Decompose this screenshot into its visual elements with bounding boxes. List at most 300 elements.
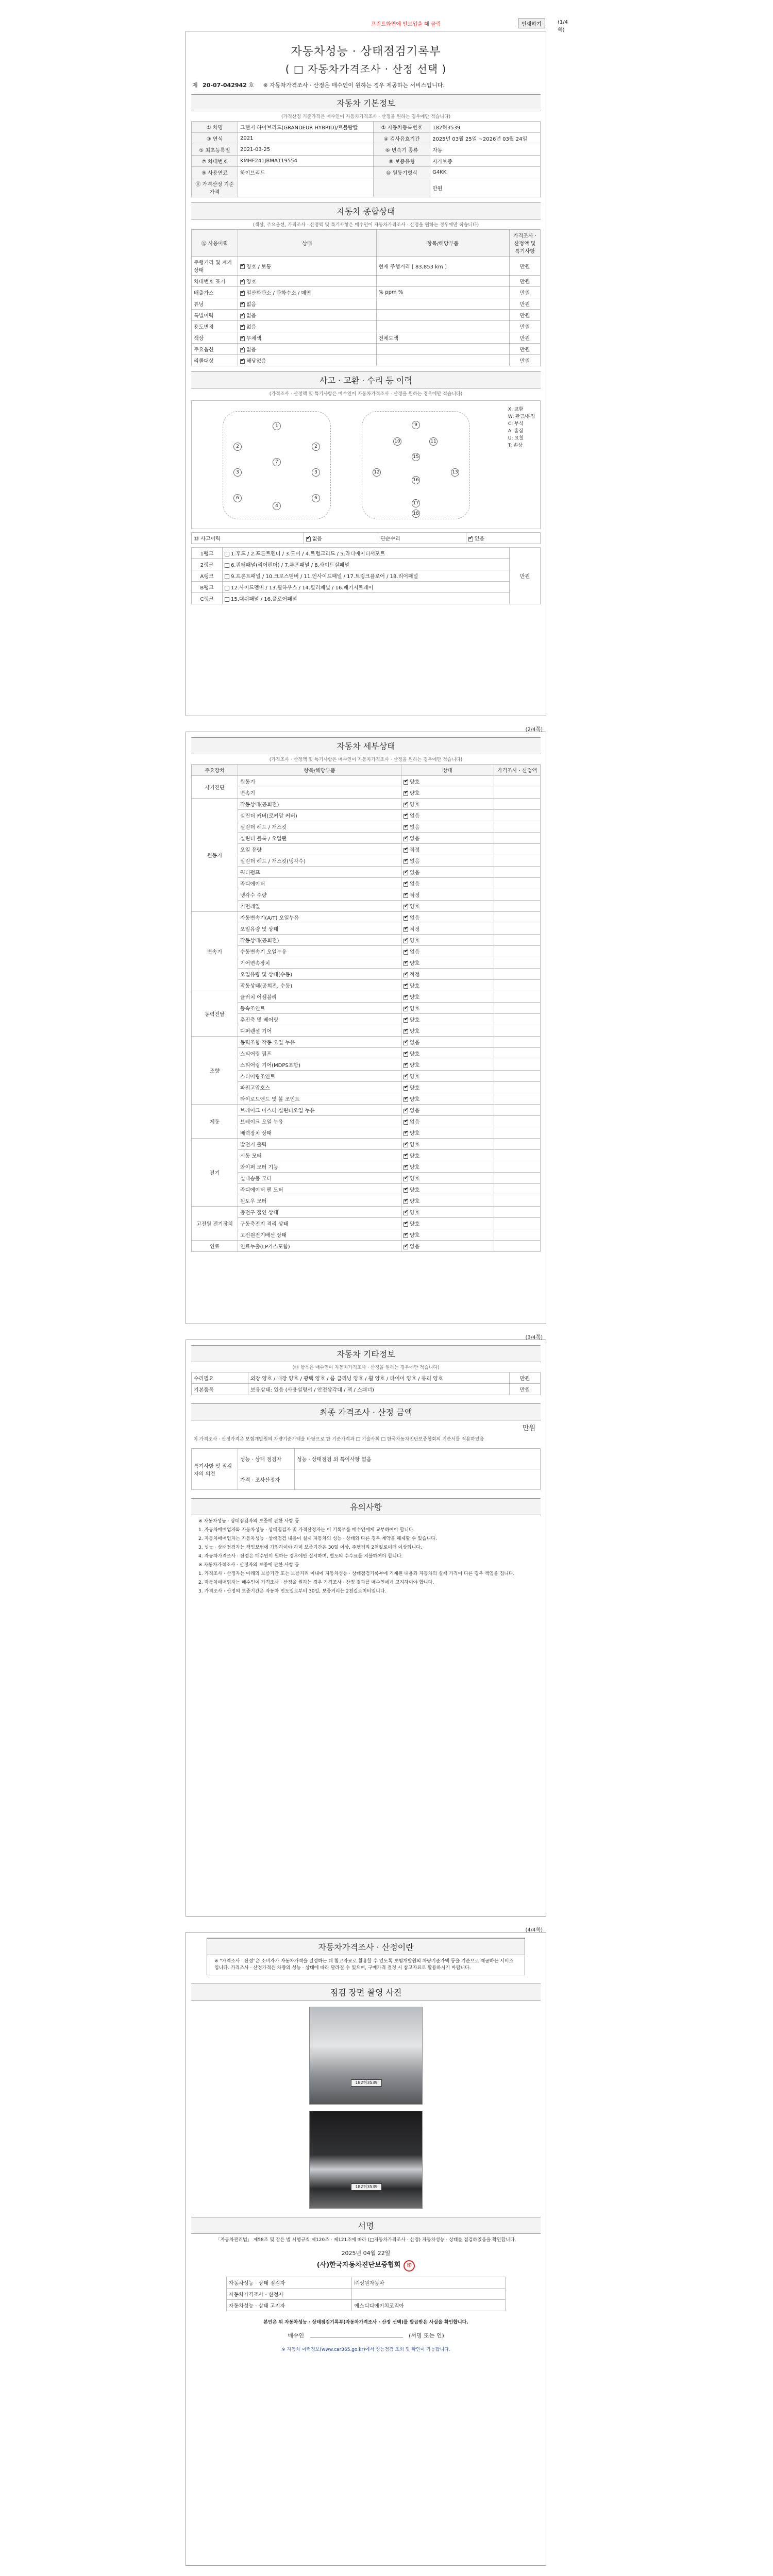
detail-row [192,1184,541,1195]
checkbox-checked [404,950,408,955]
part-marker: 3 [233,468,242,477]
checkbox-checked [404,1165,408,1170]
part-name: 오일유량 및 상태 [238,923,401,935]
part-price [494,844,541,855]
page-1 [186,31,546,716]
simple-repair-value: 없음 [474,536,484,542]
checkbox-checked [240,348,245,352]
item-detail: 전체도색 [376,332,509,344]
part-name: 실린더 커버(로커암 커버) [238,810,401,821]
part-name: 발전기 출력 [238,1139,401,1150]
checkbox-checked [404,1029,408,1034]
item-detail [376,310,509,321]
part-price [494,957,541,969]
detail-row [192,1071,541,1082]
detail-row [192,1161,541,1173]
checkbox-checked [240,302,245,307]
overall-state-row [192,257,541,276]
detail-row [192,1003,541,1014]
part-price [494,855,541,867]
basic-info-row [192,156,541,167]
repair-needed-value: 외장 양호 / 내장 양호 / 광택 양호 / 룸 클리닝 양호 / 휠 양호 / 타이어 양호 / 유리 양호 [248,1372,510,1384]
checkbox-checked [240,280,245,284]
basic-items-label: 기본품목 [192,1384,248,1395]
part-state: ✔ 양호 [401,787,494,799]
item-detail [376,321,509,332]
device-group: 전기 [192,1139,238,1207]
item-price: 만원 [510,287,541,298]
item-name: 배출가스 [192,287,238,298]
part-state: ✔ 적정 [401,889,494,901]
part-state: ✔ 없음 [401,1105,494,1116]
detail-row [192,980,541,991]
caution-text [191,1515,541,1600]
part-price [494,1150,541,1161]
document-subtitle: ( □ 자동차가격조사 · 산정 선택 ) [285,63,447,75]
part-marker: 15 [412,453,420,461]
checkbox-checked [404,1063,408,1068]
overall-state-row [192,344,541,355]
license-plate: 182허3539 [351,2183,382,2191]
part-marker: 13 [451,468,459,477]
part-price [494,923,541,935]
checkbox-checked [404,1120,408,1125]
detail-row [192,1173,541,1184]
part-price [494,821,541,833]
caution-line: 3. 가격조사 · 산정의 보증기간은 자동차 인도일로부터 30일, 보증거리는 2천킬로미터입니다. [198,1589,386,1594]
checkbox-checked [404,1177,408,1181]
checkbox-checked [306,537,311,541]
rank-label: B랭크 [192,582,223,593]
part-name: 원동기 [238,776,401,787]
final-price-unit: 만원 [522,1425,535,1432]
part-state: ✔ 양호 [401,1161,494,1173]
col-header: ⑫ 사용이력 [192,230,238,257]
signer-name: 에스디디에이치코리아 [352,2300,506,2311]
top-toolbar [186,18,568,33]
field-label: ⑩ 원동기형식 [374,167,430,178]
part-price [494,1218,541,1229]
field-value: 만원 [430,178,541,197]
part-marker: 2 [312,443,320,451]
part-state: ✔ 없음 [401,1116,494,1127]
rank-row [192,559,541,570]
part-state: ✔ 없음 [401,821,494,833]
state-value: 없음 [246,302,257,308]
front-car-photo [309,2007,423,2105]
field-value: 자가보증 [430,156,541,167]
signer-row [226,2289,505,2300]
part-price [494,1229,541,1241]
part-name: 디퍼렌셜 기어 [238,1025,401,1037]
final-price-title: 최종 가격조사 · 산정 금액 [191,1403,541,1420]
item-state [238,332,377,344]
part-state: ✔ 적정 [401,844,494,855]
detail-state-title: 자동차 세부상태 [191,737,541,754]
item-price: 만원 [510,310,541,321]
part-price [494,1071,541,1082]
part-name: 실린더 블록 / 오일팬 [238,833,401,844]
part-state: ✔ 양호 [401,1071,494,1082]
checkbox-checked [404,916,408,921]
field-label: ⑦ 차대번호 [192,156,238,167]
signer-role: 자동차가격조사 · 산정자 [226,2289,352,2300]
detail-row [192,810,541,821]
accident-section [191,371,541,604]
part-state: ✔ 없음 [401,855,494,867]
page-4 [186,1927,546,2566]
part-price [494,1025,541,1037]
part-name: 기어변속장치 [238,957,401,969]
special-notes-label: 특기사항 및 점검자의 의견 [192,1449,238,1490]
field-value [238,178,374,197]
part-price [494,833,541,844]
state-value: 무채색 [246,336,261,342]
checkbox-checked [404,859,408,864]
print-button[interactable]: 인쇄하기 [518,19,545,28]
checkbox-checked [404,1131,408,1136]
field-label: ⑨ 사용연료 [192,167,238,178]
caution-line: 4. 자동차가격조사 · 산정은 매수인이 원하는 경우에만 실시하며, 별도의 수수료를 지불하여야 합니다. [198,1554,403,1559]
part-name: 실린더 헤드 / 개스킷(냉각수) [238,855,401,867]
part-name: 작동상태(공회전) [238,799,401,810]
part-name: 수동변속기 오일누유 [238,946,401,957]
print-notice-link[interactable]: 프린트화면에 안보입을 때 클릭 [371,22,441,27]
item-state [238,287,377,298]
part-name: 연료누출(LP가스포함) [238,1241,401,1252]
checkbox [225,574,229,579]
part-marker: 18 [412,510,420,518]
checkbox [225,563,229,568]
rank-parts: 12.사이드멤버 / 13.휠하우스 / 14.필러패널 / 16.패키지트레이 [223,582,510,593]
part-price [494,935,541,946]
part-marker: 2 [233,443,242,451]
part-price [494,787,541,799]
col-header: 항목/해당부품 [238,765,401,776]
page-2 [186,727,546,1324]
detail-row [192,1082,541,1093]
checkbox-checked [240,291,245,296]
checkbox-checked [404,1245,408,1249]
detail-row [192,855,541,867]
other-info-table: 수리필요 외장 양호 / 내장 양호 / 광택 양호 / 룸 클리닝 양호 / 휠 양호 / 타이어 양호 / 유리 양호 만원 기본품목 보유상태: 있음 (사용설명서 / 안전삼각대 / 잭 / 스패너) 만원 [191,1372,541,1395]
part-price [494,1161,541,1173]
car-outline-frame [362,411,470,519]
receiver-line: 매수인 (서명 또는 인) [288,2332,444,2339]
page-number: (3/4쪽) [525,1335,543,1341]
item-name: 주요옵션 [192,344,238,355]
rank-label: A랭크 [192,570,223,582]
item-price: 만원 [510,332,541,344]
part-state: ✔ 양호 [401,1014,494,1025]
part-state: ✔ 양호 [401,1195,494,1207]
page-number: (2/4쪽) [525,727,543,733]
part-price [494,901,541,912]
rank-parts: 6.쿼터패널(리어펜더) / 7.루프패널 / 8.사이드실패널 [223,559,510,570]
accident-history-label: ⑬ 사고이력 [192,533,304,544]
overall-state-row [192,332,541,344]
photo-section-title: 점검 장면 촬영 사진 [191,1984,541,2001]
part-price [494,1184,541,1195]
rank-label: C랭크 [192,593,223,604]
checkbox [225,552,229,556]
signature-law-text: 「자동차관리법」 제58조 및 같은 법 시행규칙 제120조 · 제121조에 따라 (□자동차가격조사 · 산정) 자동차성능 · 상태를 점검하였음을 확인합니다. [215,2238,516,2243]
part-state: ✔ 양호 [401,1082,494,1093]
part-marker: 16 [412,476,420,484]
checkbox-checked [404,1199,408,1204]
overall-state-title: 자동차 종합상태 [191,202,541,219]
part-price [494,1093,541,1105]
rank-label: 1랭크 [192,548,223,559]
detail-row [192,1116,541,1127]
detail-row [192,1241,541,1252]
part-name: 작동상태(공회전) [238,935,401,946]
field-value: 그랜저 하이브리드(GRANDEUR HYBRID)/르블랑랄 [238,122,374,133]
part-state: ✔ 없음 [401,833,494,844]
part-name: 라디에이터 팬 모터 [238,1184,401,1195]
checkbox-checked [404,995,408,1000]
inspector-opinion: 성능 · 상태점검 외 특이사항 없음 [295,1449,541,1469]
detail-row [192,1218,541,1229]
part-marker: 6 [233,494,242,502]
basic-info-row [192,133,541,144]
part-name: 브레이크 마스터 실린더오일 누유 [238,1105,401,1116]
detail-row [192,946,541,957]
field-value: 자동 [430,144,541,156]
field-label: ⑥ 변속기 종류 [374,144,430,156]
part-state: ✔ 없음 [401,912,494,923]
rear-car-photo [309,2111,423,2209]
part-marker: 4 [273,502,281,510]
basic-info-row [192,144,541,156]
item-name: 튜닝 [192,298,238,310]
part-state: ✔ 양호 [401,1218,494,1229]
part-price [494,1139,541,1150]
checkbox-checked [404,905,408,909]
signature-title: 서명 [191,2217,541,2234]
basic-info-section [191,94,541,197]
rank-parts: 1.후드 / 2.프론트펜더 / 3.도어 / 4.트렁크리드 / 5.라디에이터서포트 [223,548,510,559]
checkbox-checked [404,973,408,977]
field-label: ① 차명 [192,122,238,133]
field-label: ⑧ 보증유형 [374,156,430,167]
repair-needed-label: 수리필요 [192,1372,248,1384]
detail-row [192,935,541,946]
appraisal-info-title: 자동차가격조사 · 산정이란 [207,1938,525,1955]
checkbox [225,586,229,590]
checkbox-checked [404,871,408,875]
detail-row [192,787,541,799]
detail-row [192,923,541,935]
part-state: ✔ 양호 [401,1229,494,1241]
state-value: 양호 / 보통 [246,264,272,270]
basic-info-row [192,178,541,197]
detail-row [192,1014,541,1025]
basic-info-row [192,167,541,178]
part-state: ✔ 양호 [401,1127,494,1139]
rank-row [192,570,541,582]
detail-row [192,1127,541,1139]
checkbox-checked [404,837,408,841]
col-header: 항목/해당부품 [376,230,509,257]
checkbox-checked [404,1097,408,1102]
signer-row [226,2277,505,2289]
checkbox-checked [404,1233,408,1238]
checkbox-checked [404,1154,408,1159]
device-group: 변속기 [192,912,238,991]
item-detail [376,355,509,366]
part-name: 커먼레일 [238,901,401,912]
part-state: ✔ 양호 [401,1173,494,1184]
part-name: 구동축전지 격리 상태 [238,1218,401,1229]
price-appraiser-label: 가격 · 조사산정자 [238,1469,295,1490]
field-value: 2025년 03월 25일 ~2026년 03월 24일 [430,133,541,144]
item-name: 주행거리 및 계기상태 [192,257,238,276]
part-state: ✔ 적정 [401,923,494,935]
state-value: 없음 [246,313,257,319]
checkbox-checked [404,1143,408,1147]
part-price [494,1116,541,1127]
rank-label: 2랭크 [192,559,223,570]
item-name: 용도변경 [192,321,238,332]
part-state: ✔ 없음 [401,1037,494,1048]
part-price [494,1014,541,1025]
detail-row [192,844,541,855]
part-state: ✔ 양호 [401,1025,494,1037]
part-price [494,1037,541,1048]
col-header: 상태 [401,765,494,776]
item-price: 만원 [510,355,541,366]
checkbox-checked [404,1052,408,1057]
signature-org: (사)한국자동차진단보증협회 印 [191,2259,541,2272]
signer-name: ㈜성원자동차 [352,2277,506,2289]
rank-row [192,582,541,593]
other-info-title: 자동차 기타정보 [191,1345,541,1362]
item-name: 차대번호 표기 [192,276,238,287]
part-marker: 9 [412,421,420,429]
item-price: 만원 [510,257,541,276]
car-diagram [191,400,541,529]
part-marker: 12 [373,468,381,477]
state-value: 없음 [246,347,257,353]
part-name: 오일 유량 [238,844,401,855]
part-price [494,1082,541,1093]
part-price [494,1241,541,1252]
part-state: ✔ 없음 [401,946,494,957]
part-state: ✔ 양호 [401,799,494,810]
checkbox-checked [404,1018,408,1023]
part-marker: 10 [393,437,401,446]
item-price: 만원 [510,344,541,355]
part-name: 충전구 절연 상태 [238,1207,401,1218]
overall-state-row [192,355,541,366]
part-marker: 1 [273,422,281,430]
part-price [494,980,541,991]
part-state: ✔ 양호 [401,1048,494,1059]
field-value: 2021-03-25 [238,144,374,156]
part-state: ✔ 양호 [401,980,494,991]
page-indicator: (1/4쪽) [558,20,568,33]
detail-row [192,969,541,980]
part-price [494,1207,541,1218]
item-name: 리콜대상 [192,355,238,366]
part-name: 추진축 및 베어링 [238,1014,401,1025]
basic-info-note: (가격산정 기준가격은 매수인이 자동차가격조사 · 산정을 원하는 경우에만 적습니다) [281,114,451,120]
checkbox-checked [404,1007,408,1011]
checkbox-checked [404,882,408,887]
part-state: ✔ 양호 [401,957,494,969]
overall-state-row [192,321,541,332]
detail-row [192,1207,541,1218]
part-state: ✔ 양호 [401,901,494,912]
basic-info-row [192,122,541,133]
final-price-note: 이 가격조사 · 산정가격은 보험개발원의 차량기준가액을 바탕으로 한 기준가격과 □ 기술사회 □ 한국자동차진단보증협회의 기준서를 적용하였음 [193,1437,484,1442]
part-state: ✔ 없음 [401,867,494,878]
accident-note: (가격조사 · 산정액 및 특기사항은 매수인이 자동차가격조사 · 산정을 원하는 경우에만 적습니다) [269,392,463,397]
part-name: 스티어링 기어(MDPS포함) [238,1059,401,1071]
caution-line: 2. 자동차매매업자는 자동차성능 · 상태점검 내용이 실제 자동차의 성능 · 상태와 다른 경우 계약을 해제할 수 있습니다. [198,1536,437,1541]
item-price: 만원 [510,298,541,310]
field-label [374,178,430,197]
damage-legend: X: 교환 W: 판금/용접 C: 부식 A: 흠집 U: 요철 T: 손상 [508,407,535,448]
detail-row [192,1025,541,1037]
item-price: 만원 [510,276,541,287]
appraisal-info-box [207,1938,525,1975]
part-name: 동력조향 작동 오일 누유 [238,1037,401,1048]
other-info-note: (⑬ 항목은 매수인이 자동차가격조사 · 산정을 원하는 경우에만 적습니다) [292,1365,440,1370]
part-name: 변속기 [238,787,401,799]
state-value: 없음 [246,325,257,330]
item-detail [376,276,509,287]
field-value: G4KK [430,167,541,178]
part-state: ✔ 양호 [401,1184,494,1195]
detail-row [192,957,541,969]
checkbox-checked [468,537,473,541]
item-name: 색상 [192,332,238,344]
field-label: ③ 연식 [192,133,238,144]
caution-line: ※ 자동차가격조사 · 산정자의 보증에 관한 사항 등 [198,1563,299,1568]
checkbox [225,597,229,602]
field-value: 2021 [238,133,374,144]
checkbox-checked [404,893,408,898]
state-value: 해당없음 [246,359,266,364]
checkbox-checked [404,814,408,819]
part-name: 브레이크 오일 누유 [238,1116,401,1127]
part-price [494,878,541,889]
overall-state-section [191,202,541,366]
part-name: 라디에이터 [238,878,401,889]
part-name: 시동 모터 [238,1150,401,1161]
detail-row [192,1139,541,1150]
part-state: ✔ 없음 [401,810,494,821]
part-state: ✔ 양호 [401,776,494,787]
col-header: 가격조사 · 산정액 및 특기사항 [510,230,541,257]
checkbox-checked [404,1109,408,1113]
detail-row [192,821,541,833]
part-marker: 7 [273,458,281,466]
caution-line: 2. 자동차매매업자는 매수인이 가격조사 · 산정을 원하는 경우 가격조사 · 산정 결과를 매수인에게 고지하여야 합니다. [198,1580,434,1585]
part-price [494,799,541,810]
detail-row [192,878,541,889]
seal-stamp: 印 [404,2260,415,2272]
part-name: 워터펌프 [238,867,401,878]
item-state [238,355,377,366]
checkbox-checked [404,1075,408,1079]
part-state: ✔ 양호 [401,1150,494,1161]
detail-row [192,889,541,901]
overall-state-table [191,229,541,366]
part-name: 파워고압호스 [238,1082,401,1093]
